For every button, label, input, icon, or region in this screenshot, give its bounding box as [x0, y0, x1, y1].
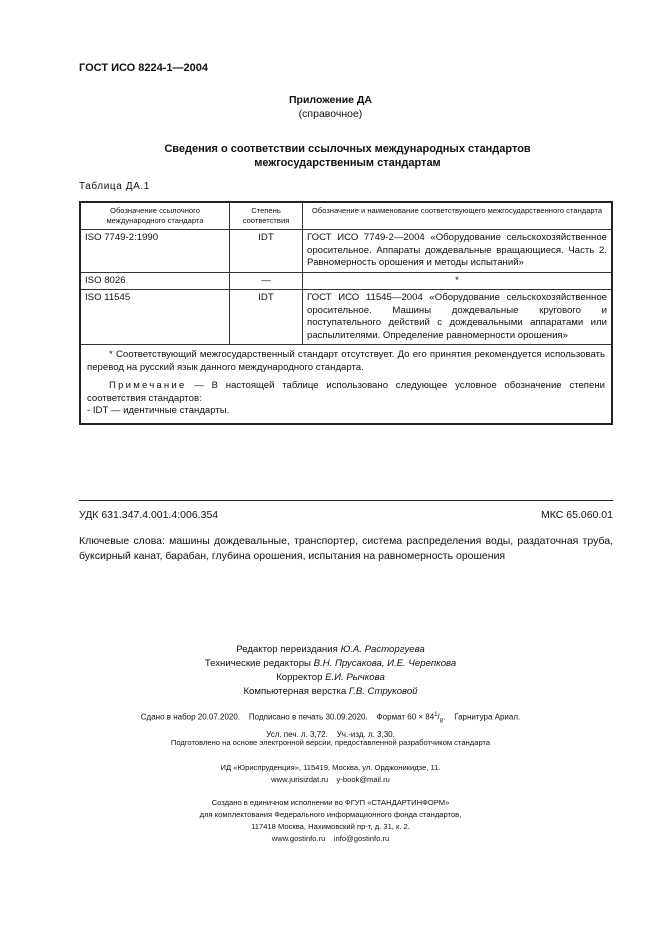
mks-code: МКС 65.060.01 [541, 509, 613, 521]
keywords: Ключевые слова: машины дождевальные, транспортер, система распределения воды, раздаточная труба, буксирный канат, барабан, глубина орошения, испытания на равномерность орошения [79, 535, 613, 562]
appendix-header [0, 93, 661, 121]
table-footnote: * Соответствующий межгосударственный стандарт отсутствует. До его принятия рекомендуется использовать перевод на русский язык данного международного стандарта. [87, 349, 605, 373]
publisher-line-2: www.jurisizdat.ru y-book@mail.ru [271, 775, 390, 784]
credit-editor [0, 643, 661, 657]
publisher-info [0, 762, 661, 786]
correspondence-table [79, 201, 613, 425]
divider-line [79, 500, 613, 501]
table-caption: Таблица ДА.1 [79, 181, 150, 192]
section-heading [100, 142, 595, 170]
credit-corrector-label: Корректор [276, 672, 323, 683]
cell-degree: — [230, 272, 303, 290]
table-row [80, 272, 612, 290]
cell-national-standard: ГОСТ ИСО 7749-2—2004 «Оборудование сельскохозяйственное оросительное. Аппараты дождевальные вращающиеся. Часть 2. Равномерность орошения и методы испытаний» [303, 230, 613, 273]
credit-layout [0, 685, 661, 699]
cell-degree: IDT [230, 230, 303, 273]
table-note [87, 380, 605, 405]
column-header-degree: Степень соответствия [230, 202, 303, 230]
credit-tech-label: Технические редакторы [204, 658, 311, 669]
cell-national-standard: * [303, 272, 613, 290]
credit-editor-name: Ю.А. Расторгуева [340, 644, 425, 655]
cell-intl-standard: ISO 8026 [80, 272, 230, 290]
producer-line-4: www.gostinfo.ru info@gostinfo.ru [271, 834, 390, 843]
note-text: — В настоящей таблице использовано следующее условное обозначение степени соответствия стандартов: [87, 380, 605, 404]
udk-code: УДК 631.347.4.001.4:006.354 [79, 509, 219, 521]
note-label: Примечание [109, 380, 187, 391]
imprint-line-2: Усл. печ. л. 3,72. Уч.-изд. л. 3,30. [266, 730, 395, 740]
credit-layout-name: Г.В. Струковой [348, 686, 418, 697]
cell-degree: IDT [230, 290, 303, 345]
section-heading-line-2: межгосударственным стандартам [254, 157, 441, 169]
producer-line-1: Создано в единичном исполнении во ФГУП «СТАНДАРТИНФОРМ» [211, 798, 450, 807]
producer-line-3: 117418 Москва, Нахимовский пр-т, д. 31, к. 2. [251, 822, 410, 831]
table-row [80, 290, 612, 345]
prepared-note: Подготовлено на основе электронной версии, предоставленной разработчиком стандарта [170, 738, 491, 747]
note-item: - IDT — идентичные стандарты. [87, 405, 230, 416]
cell-intl-standard: ISO 7749-2:1990 [80, 230, 230, 273]
publisher-line-1: ИД «Юриспруденция», 115419, Москва, ул. Орджоникидзе, 11. [220, 763, 441, 772]
table-row [80, 230, 612, 273]
appendix-subtitle: (справочное) [298, 108, 363, 120]
document-code: ГОСТ ИСО 8224-1—2004 [79, 62, 209, 74]
credit-tech-names: В.Н. Прусакова, И.Е. Черепкова [313, 658, 457, 669]
producer-info [0, 797, 661, 845]
credits-block [0, 643, 661, 699]
credit-layout-label: Компьютерная верстка [243, 686, 347, 697]
table-notes-row [80, 345, 612, 424]
imprint-line-1: Сдано в набор 20.07.2020. Подписано в печать 30.09.2020. Формат $60 \times 84^1/_8$. Гарнитура Ариал. [140, 712, 521, 725]
credit-tech-editors [0, 657, 661, 671]
section-heading-line-1: Сведения о соответствии ссылочных международных стандартов [164, 143, 531, 155]
appendix-title: Приложение ДА [289, 94, 372, 106]
cell-national-standard: ГОСТ ИСО 11545—2004 «Оборудование сельскохозяйственное оросительное. Машины дождевальные кругового и поступательного действий с дождевальными аппаратами или распылителями. Определение равномерности орошения» [303, 290, 613, 345]
credit-corrector [0, 671, 661, 685]
cell-intl-standard: ISO 11545 [80, 290, 230, 345]
producer-line-2: для комплектования Федерального информационного фонда стандартов, [199, 810, 462, 819]
column-header-national: Обозначение и наименование соответствующего межгосударственного стандарта [303, 202, 613, 230]
table-notes [80, 345, 612, 424]
column-header-intl: Обозначение ссылочного международного стандарта [80, 202, 230, 230]
credit-editor-label: Редактор переиздания [236, 644, 338, 655]
table-header-row [80, 202, 612, 230]
credit-corrector-name: Е.И. Рычкова [325, 672, 385, 683]
